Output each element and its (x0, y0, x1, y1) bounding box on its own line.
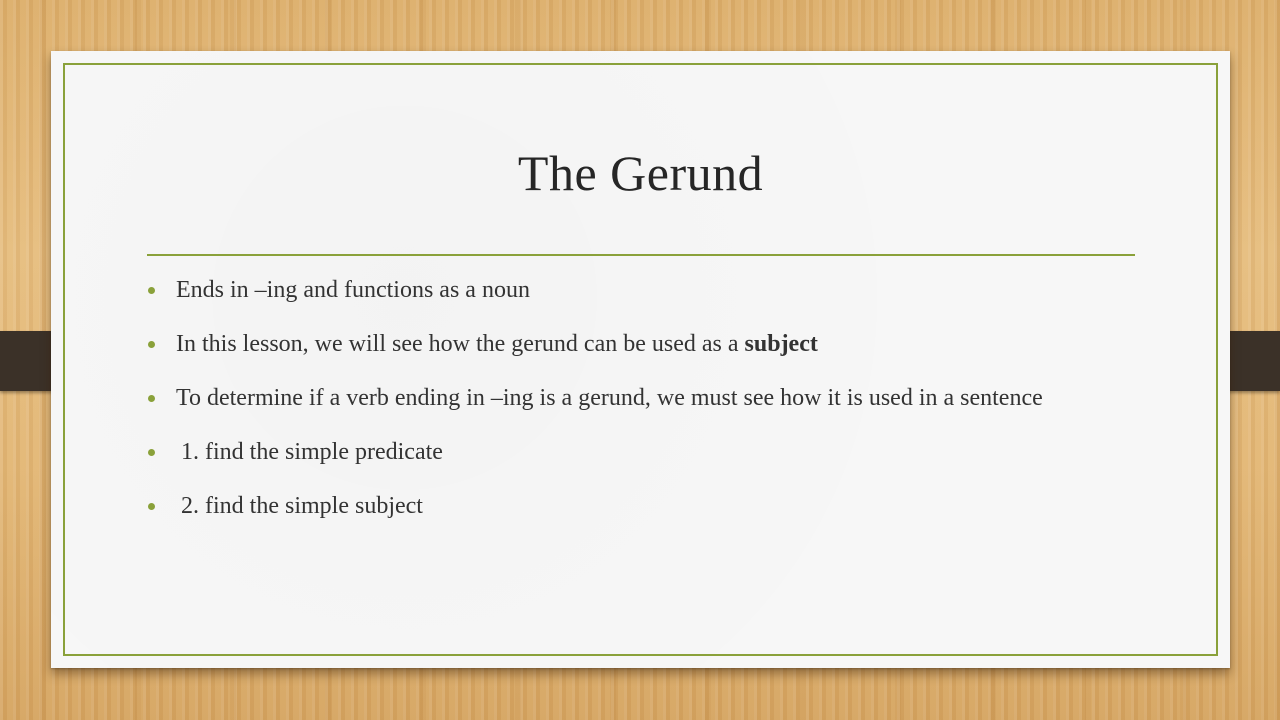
slide-paper (51, 51, 1230, 668)
bullet-dot-icon (148, 449, 155, 456)
bullet-text: In this lesson, we will see how the gerund can be used as a (176, 331, 745, 357)
slide-title: The Gerund (517, 145, 764, 201)
bullet-item (148, 383, 1118, 414)
bullet-dot-icon (148, 287, 155, 294)
bullet-list (148, 275, 1118, 545)
title-divider (147, 254, 1135, 256)
bullet-dot-icon (148, 341, 155, 348)
bullet-text: 1. find the simple predicate (181, 439, 443, 465)
bullet-bold-term: subject (744, 331, 818, 357)
bullet-text: To determine if a verb ending in –ing is a gerund, we must see how it is used in a sentence (176, 385, 1043, 411)
bullet-text: 2. find the simple subject (181, 493, 423, 519)
bullet-dot-icon (148, 503, 155, 510)
bullet-item (148, 437, 1118, 468)
bullet-item (148, 329, 1118, 360)
bullet-text: Ends in –ing and functions as a noun (176, 277, 530, 303)
bullet-item (148, 275, 1118, 306)
bullet-item (148, 491, 1118, 522)
bullet-dot-icon (148, 395, 155, 402)
